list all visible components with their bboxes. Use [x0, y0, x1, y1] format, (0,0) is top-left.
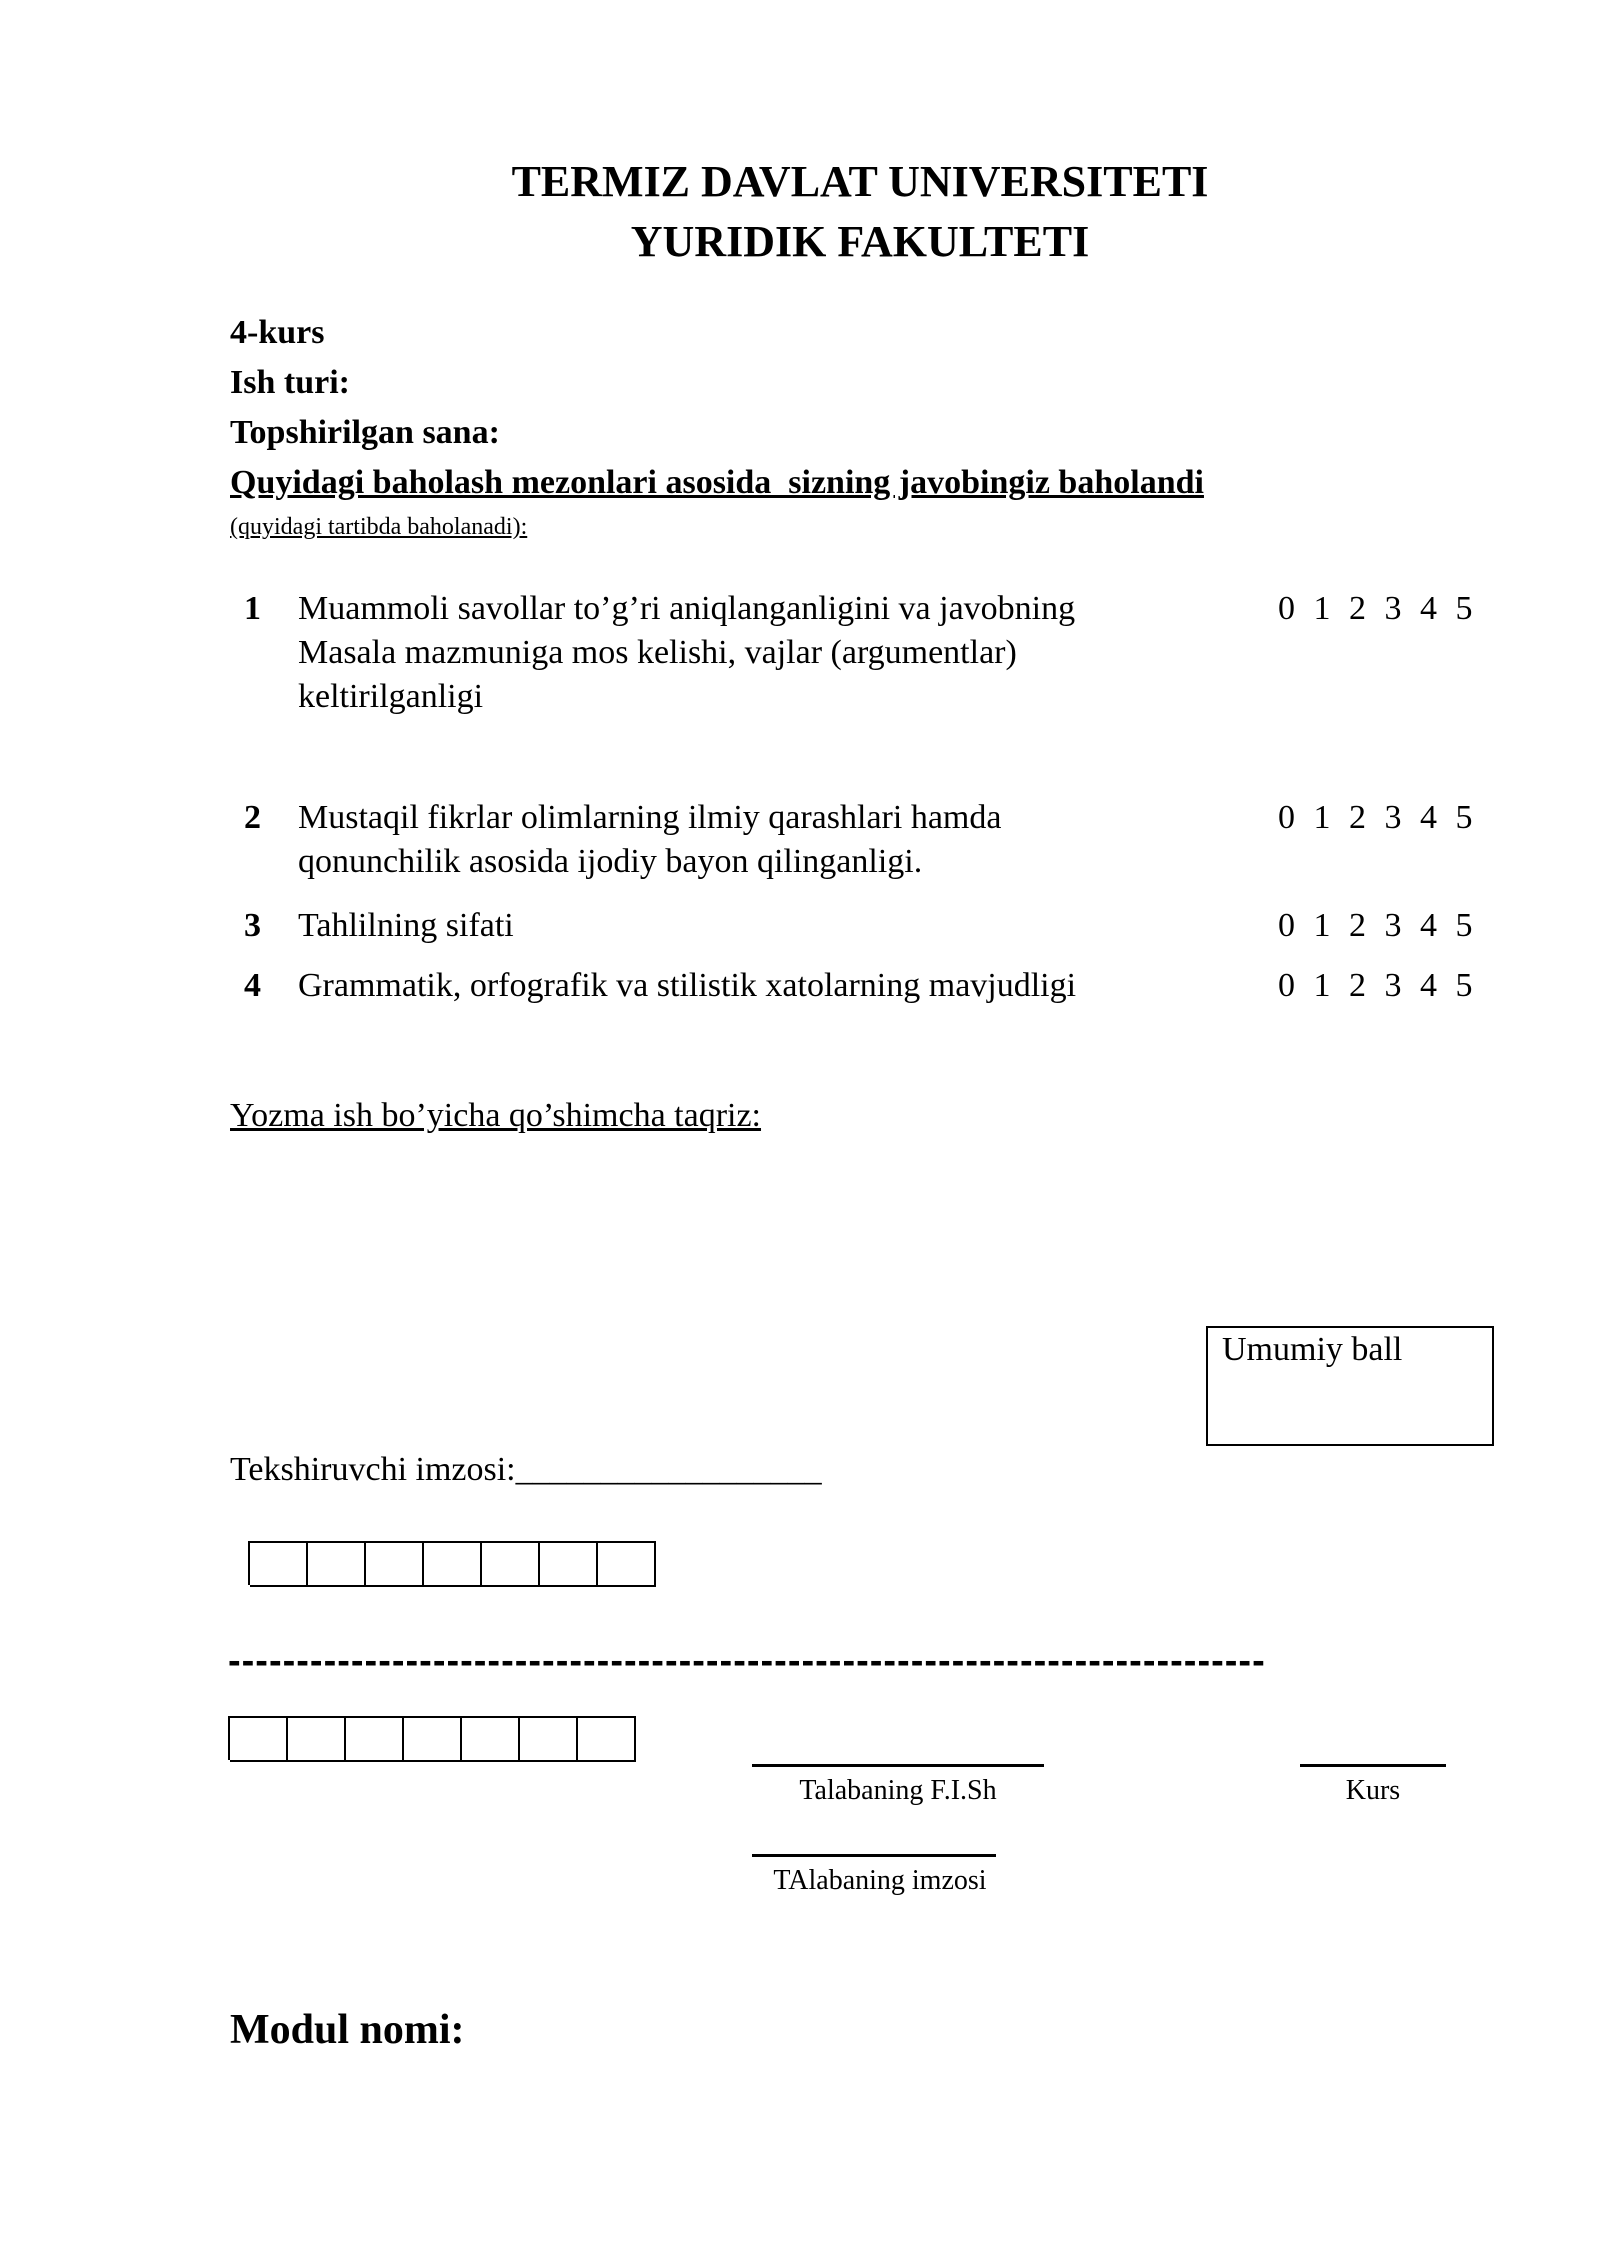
student-course-line[interactable] — [1300, 1764, 1446, 1767]
module-name-label: Modul nomi: — [230, 2007, 465, 2053]
code-cell[interactable] — [404, 1716, 462, 1762]
criterion-text: Tahlilning sifati — [298, 907, 514, 944]
total-score-box[interactable] — [1206, 1326, 1494, 1446]
student-course-caption: Kurs — [1345, 1775, 1401, 1806]
work-type-label: Ish turi: — [230, 364, 350, 401]
criterion-number: 4 — [244, 967, 261, 1004]
code-cell[interactable] — [540, 1541, 598, 1587]
code-grid-student — [228, 1716, 636, 1760]
examiner-signature-field[interactable]: Tekshiruvchi imzosi:__________________ — [230, 1451, 822, 1488]
code-cell[interactable] — [482, 1541, 540, 1587]
code-cell[interactable] — [250, 1541, 308, 1587]
criterion-text: Muammoli savollar to’g’ri aniqlanganligini va javobning — [298, 590, 1076, 627]
code-cell[interactable] — [424, 1541, 482, 1587]
code-cell[interactable] — [346, 1716, 404, 1762]
code-cell[interactable] — [462, 1716, 520, 1762]
university-title: TERMIZ DAVLAT UNIVERSITETI — [511, 157, 1209, 206]
student-signature-line[interactable] — [752, 1854, 996, 1857]
code-grid-examiner — [248, 1541, 656, 1585]
criterion-number: 1 — [244, 590, 261, 627]
student-name-caption: Talabaning F.I.Sh — [799, 1775, 997, 1806]
criterion-score-scale: 0 1 2 3 4 5 — [1278, 590, 1473, 627]
cut-line: ---------------------------------------------------------------------------- — [228, 1640, 1266, 1682]
criterion-score-scale: 0 1 2 3 4 5 — [1278, 799, 1473, 836]
criterion-score-scale: 0 1 2 3 4 5 — [1278, 967, 1473, 1004]
course-label: 4-kurs — [230, 314, 325, 351]
total-score-label: Umumiy ball — [1222, 1331, 1403, 1368]
student-signature-caption: TAlabaning imzosi — [773, 1865, 987, 1896]
submission-date-label: Topshirilgan sana: — [230, 414, 500, 451]
criterion-number: 2 — [244, 799, 261, 836]
code-cell[interactable] — [578, 1716, 636, 1762]
faculty-title: YURIDIK FAKULTETI — [630, 217, 1090, 266]
code-cell[interactable] — [308, 1541, 366, 1587]
code-cell[interactable] — [288, 1716, 346, 1762]
code-cell[interactable] — [230, 1716, 288, 1762]
criterion-text: Mustaqil fikrlar olimlarning ilmiy qarashlari hamda — [298, 799, 1002, 836]
student-name-line[interactable] — [752, 1764, 1044, 1767]
criteria-heading: Quyidagi baholash mezonlari asosida sizning javobingiz baholandi — [230, 464, 1204, 501]
criterion-text: qonunchilik asosida ijodiy bayon qilinganligi. — [298, 843, 923, 880]
code-cell[interactable] — [366, 1541, 424, 1587]
code-cell[interactable] — [520, 1716, 578, 1762]
criteria-note: (quyidagi tartibda baholanadi): — [230, 514, 528, 540]
review-label: Yozma ish bo’yicha qo’shimcha taqriz: — [230, 1097, 762, 1134]
criterion-text: Masala mazmuniga mos kelishi, vajlar (argumentlar) — [298, 634, 1017, 671]
criterion-score-scale: 0 1 2 3 4 5 — [1278, 907, 1473, 944]
criterion-text: keltirilganligi — [298, 678, 484, 715]
criterion-text: Grammatik, orfografik va stilistik xatolarning mavjudligi — [298, 967, 1077, 1004]
code-cell[interactable] — [598, 1541, 656, 1587]
criterion-number: 3 — [244, 907, 261, 944]
